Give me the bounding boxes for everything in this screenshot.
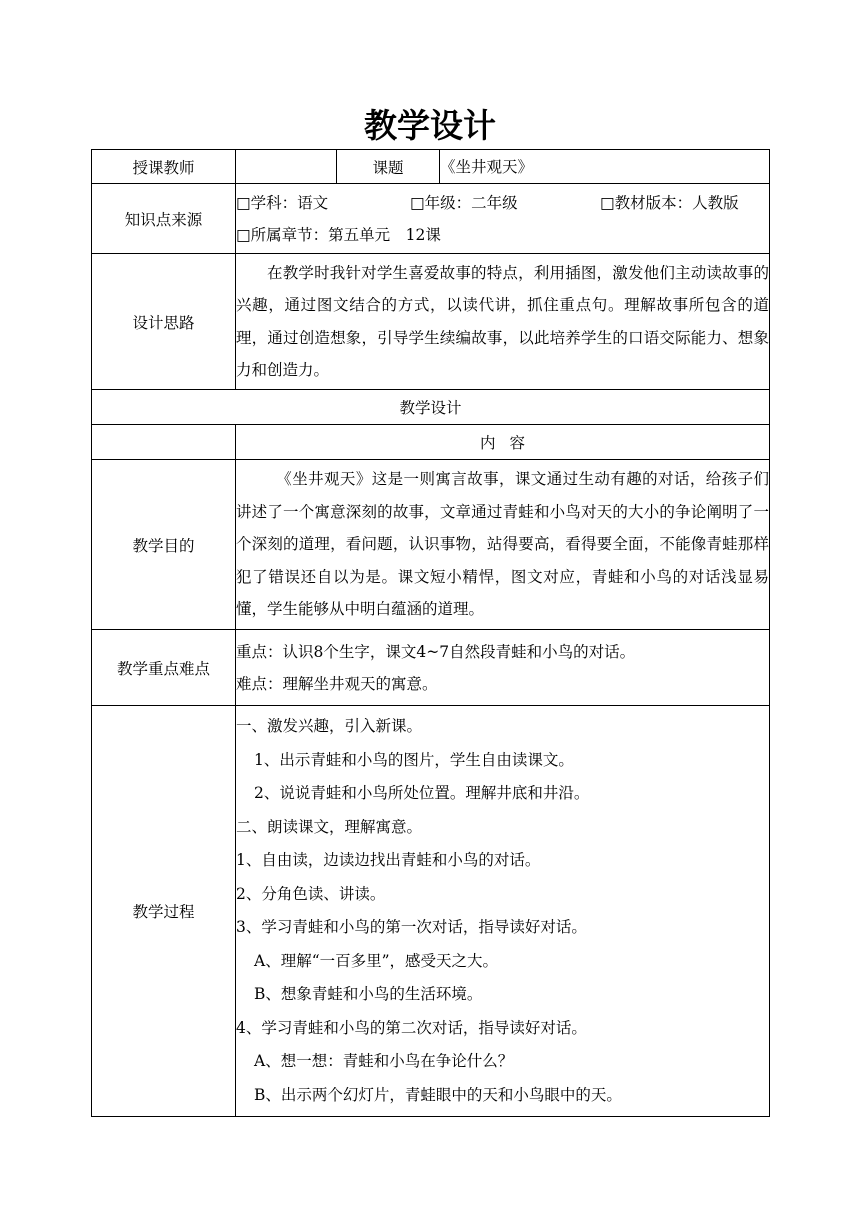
difficulty-text: 难点：理解坐井观天的寓意。 — [236, 674, 438, 693]
focus-text: 重点：认识8个生字，课文4~7自然段青蛙和小鸟的对话。 — [236, 642, 636, 661]
process-label: 教学过程 — [92, 706, 236, 1117]
section-title: 教学设计 — [92, 390, 770, 425]
source-label: 知识点来源 — [92, 184, 236, 254]
teacher-label: 授课教师 — [92, 150, 236, 184]
design-idea-text: 在教学时我针对学生喜爱故事的特点，利用插图，激发他们主动读故事的兴趣，通过图文结合的方式，以读代讲，抓住重点句。理解故事所包含的道理，通过创造想象，引导学生续编故事，以此培养学生的口语交际能力、想象力和创造力。 — [236, 254, 770, 390]
process-line: B、想象青蛙和小鸟的生活环境。 — [254, 985, 483, 1003]
content-header-blank — [92, 425, 236, 460]
goal-row — [92, 460, 770, 630]
process-line: 4、学习青蛙和小鸟的第二次对话，指导读好对话。 — [236, 1018, 587, 1037]
lesson-plan-table — [91, 149, 770, 1117]
goal-label: 教学目的 — [92, 460, 236, 630]
subject-field: □学科：语文 — [236, 193, 329, 212]
teacher-value — [236, 150, 337, 184]
topic-value: 《坐井观天》 — [440, 150, 770, 184]
process-line: 2、分角色读、讲读。 — [236, 884, 386, 903]
key-points-label: 教学重点难点 — [92, 630, 236, 706]
process-line: A、理解“一百多里”，感受天之大。 — [254, 951, 499, 970]
header-row — [92, 150, 770, 184]
process-line: 二、朗读课文，理解寓意。 — [236, 817, 423, 836]
process-line: 2、说说青蛙和小鸟所处位置。理解井底和井沿。 — [254, 784, 590, 802]
content-header-row — [92, 425, 770, 460]
page-title: 教学设计 — [364, 106, 496, 145]
key-points-row — [92, 630, 770, 706]
process-line: 1、出示青蛙和小鸟的图片，学生自由读课文。 — [254, 750, 574, 769]
content-header: 内容 — [480, 434, 539, 452]
process-row — [92, 706, 770, 1117]
process-line: A、想一想：青蛙和小鸟在争论什么？ — [254, 1052, 514, 1070]
source-row — [92, 184, 770, 254]
key-points-content — [236, 630, 770, 706]
source-content — [236, 184, 770, 254]
design-idea-row — [92, 254, 770, 390]
goal-text: 《坐井观天》这是一则寓言故事，课文通过生动有趣的对话，给孩子们讲述了一个寓意深刻的故事，文章通过青蛙和小鸟对天的大小的争论阐明了一个深刻的道理，看问题，认识事物，站得要高，看得要全面，不能像青蛙那样犯了错误还自以为是。课文短小精悍，图文对应，青蛙和小鸟的对话浅显易懂，学生能够从中明白蕴涵的道理。 — [236, 460, 770, 630]
process-line: B、出示两个幻灯片，青蛙眼中的天和小鸟眼中的天。 — [254, 1085, 622, 1104]
edition-field: □教材版本：人教版 — [600, 193, 739, 212]
chapter-field: □所属章节：第五单元 12课 — [236, 225, 441, 244]
topic-label: 课题 — [337, 150, 440, 184]
grade-field: □年级：二年级 — [410, 193, 518, 212]
process-line: 一、激发兴趣，引入新课。 — [236, 717, 423, 735]
source-line-1 — [236, 187, 769, 219]
process-line: 1、自由读，边读边找出青蛙和小鸟的对话。 — [236, 851, 541, 869]
process-content — [236, 706, 770, 1117]
design-idea-label: 设计思路 — [92, 254, 236, 390]
section-title-row — [92, 390, 770, 425]
process-line: 3、学习青蛙和小鸟的第一次对话，指导读好对话。 — [236, 918, 587, 936]
